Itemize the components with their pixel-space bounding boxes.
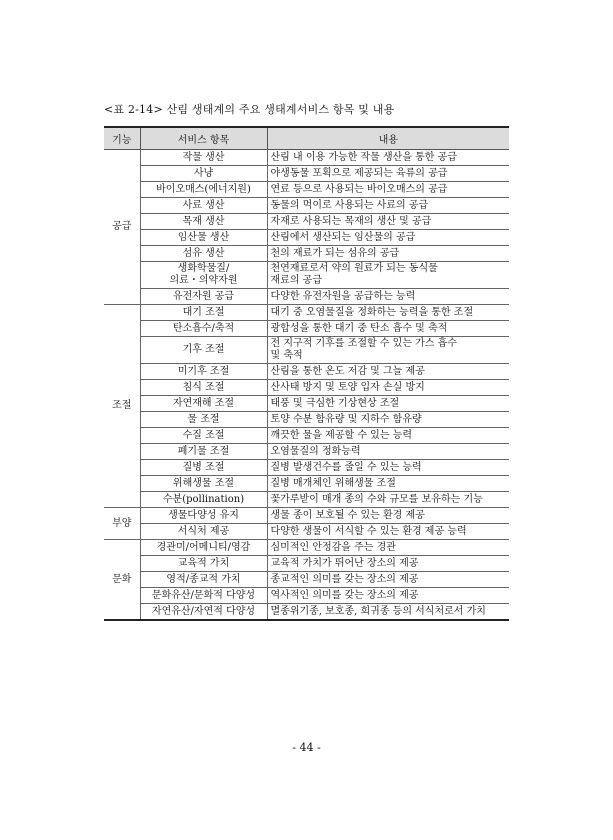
- service-cell: 섬유 생산: [140, 246, 267, 262]
- description-cell: 질병 발생건수를 줄일 수 있는 능력: [267, 460, 509, 476]
- service-cell: 수분(pollination): [140, 492, 267, 508]
- table-row: [104, 524, 509, 540]
- table-row: [104, 321, 509, 337]
- description-cell: 깨끗한 물을 제공할 수 있는 능력: [267, 428, 509, 444]
- description-cell: 토양 수분 함유량 및 지하수 함유량: [267, 412, 509, 428]
- service-cell: 대기 조절: [140, 305, 267, 321]
- service-cell: 기후 조절: [140, 337, 267, 364]
- description-cell: 역사적인 의미를 갖는 장소의 제공: [267, 588, 509, 604]
- service-cell: 위해생물 조절: [140, 476, 267, 492]
- table-row: [104, 230, 509, 246]
- service-cell: 생화학물질/ 의료・의약자원: [140, 262, 267, 289]
- description-cell: 질병 매개체인 위해생물 조절: [267, 476, 509, 492]
- table-row: [104, 289, 509, 305]
- service-cell: 경관미/어메니티/영감: [140, 540, 267, 556]
- table-row: [104, 556, 509, 572]
- service-cell: 영적/종교적 가치: [140, 572, 267, 588]
- service-cell: 자연재해 조절: [140, 396, 267, 412]
- service-cell: 생물다양성 유지: [140, 508, 267, 524]
- ecosystem-services-table: [104, 126, 509, 621]
- description-cell: 종교적인 의미를 갖는 장소의 제공: [267, 572, 509, 588]
- table-row: [104, 380, 509, 396]
- table-row: [104, 364, 509, 380]
- description-cell: 전 지구적 기후를 조절할 수 있는 가스 흡수 및 축적: [267, 337, 509, 364]
- table-row: [104, 588, 509, 604]
- table-row: [104, 604, 509, 621]
- category-cell: 공급: [104, 150, 140, 305]
- table-row: [104, 198, 509, 214]
- table-row: [104, 396, 509, 412]
- table-row: [104, 492, 509, 508]
- description-cell: 동물의 먹이로 사용되는 사료의 공급: [267, 198, 509, 214]
- description-cell: 자재로 사용되는 목재의 생산 및 공급: [267, 214, 509, 230]
- description-cell: 오염물질의 정화능력: [267, 444, 509, 460]
- service-cell: 유전자원 공급: [140, 289, 267, 305]
- description-cell: 멸종위기종, 보호종, 희귀종 등의 서식처로서 가치: [267, 604, 509, 621]
- header-service: 서비스 항목: [140, 127, 267, 150]
- service-cell: 임산물 생산: [140, 230, 267, 246]
- description-cell: 광합성을 통한 대기 중 탄소 흡수 및 축적: [267, 321, 509, 337]
- table-row: [104, 412, 509, 428]
- table-row: [104, 150, 509, 166]
- table-row: [104, 305, 509, 321]
- description-cell: 다양한 유전자원을 공급하는 능력: [267, 289, 509, 305]
- header-category: 기능: [104, 127, 140, 150]
- table-row: [104, 246, 509, 262]
- description-cell: 대기 중 오염물질을 정화하는 능력을 통한 조절: [267, 305, 509, 321]
- description-cell: 야생동물 포획으로 제공되는 육류의 공급: [267, 166, 509, 182]
- description-cell: 심미적인 안정감을 주는 경관: [267, 540, 509, 556]
- table-caption: <표 2-14> 산림 생태계의 주요 생태계서비스 항목 및 내용: [104, 103, 395, 116]
- service-cell: 문화유산/문화적 다양성: [140, 588, 267, 604]
- service-cell: 목재 생산: [140, 214, 267, 230]
- page-number: - 44 -: [292, 741, 321, 754]
- table-row: [104, 508, 509, 524]
- description-cell: 교육적 가치가 뛰어난 장소의 제공: [267, 556, 509, 572]
- description-cell: 산사태 방지 및 토양 입자 손실 방지: [267, 380, 509, 396]
- table-row: [104, 166, 509, 182]
- table-body: [104, 150, 509, 621]
- header-description: 내용: [267, 127, 509, 150]
- description-cell: 산림을 통한 온도 저감 및 그늘 제공: [267, 364, 509, 380]
- service-cell: 서식처 제공: [140, 524, 267, 540]
- table-row: [104, 182, 509, 198]
- description-cell: 천의 재료가 되는 섬유의 공급: [267, 246, 509, 262]
- table-row: [104, 540, 509, 556]
- service-cell: 탄소흡수/축적: [140, 321, 267, 337]
- service-cell: 사냥: [140, 166, 267, 182]
- category-cell: 부양: [104, 508, 140, 540]
- service-cell: 교육적 가치: [140, 556, 267, 572]
- service-cell: 질병 조절: [140, 460, 267, 476]
- service-cell: 미기후 조절: [140, 364, 267, 380]
- service-cell: 사료 생산: [140, 198, 267, 214]
- table-row: [104, 460, 509, 476]
- description-cell: 생물 종이 보호될 수 있는 환경 제공: [267, 508, 509, 524]
- table-row: [104, 572, 509, 588]
- description-cell: 산림 내 이용 가능한 작물 생산을 통한 공급: [267, 150, 509, 166]
- description-cell: 태풍 및 극심한 기상현상 조절: [267, 396, 509, 412]
- table-row: [104, 262, 509, 289]
- table-row: [104, 337, 509, 364]
- table-header-row: [104, 127, 509, 150]
- service-cell: 침식 조절: [140, 380, 267, 396]
- service-cell: 작물 생산: [140, 150, 267, 166]
- table-row: [104, 476, 509, 492]
- description-cell: 다양한 생물이 서식할 수 있는 환경 제공 능력: [267, 524, 509, 540]
- table-row: [104, 444, 509, 460]
- table-row: [104, 428, 509, 444]
- service-cell: 바이오매스(에너지원): [140, 182, 267, 198]
- table-row: [104, 214, 509, 230]
- service-cell: 폐기물 조절: [140, 444, 267, 460]
- category-cell: 조절: [104, 305, 140, 508]
- description-cell: 천연재료로서 약의 원료가 되는 동식물 재료의 공급: [267, 262, 509, 289]
- service-cell: 수질 조절: [140, 428, 267, 444]
- description-cell: 꽃가루받이 매개 종의 수와 규모를 보유하는 기능: [267, 492, 509, 508]
- description-cell: 산림에서 생산되는 임산물의 공급: [267, 230, 509, 246]
- category-cell: 문화: [104, 540, 140, 621]
- description-cell: 연료 등으로 사용되는 바이오매스의 공급: [267, 182, 509, 198]
- service-cell: 물 조절: [140, 412, 267, 428]
- service-cell: 자연유산/자연적 다양성: [140, 604, 267, 621]
